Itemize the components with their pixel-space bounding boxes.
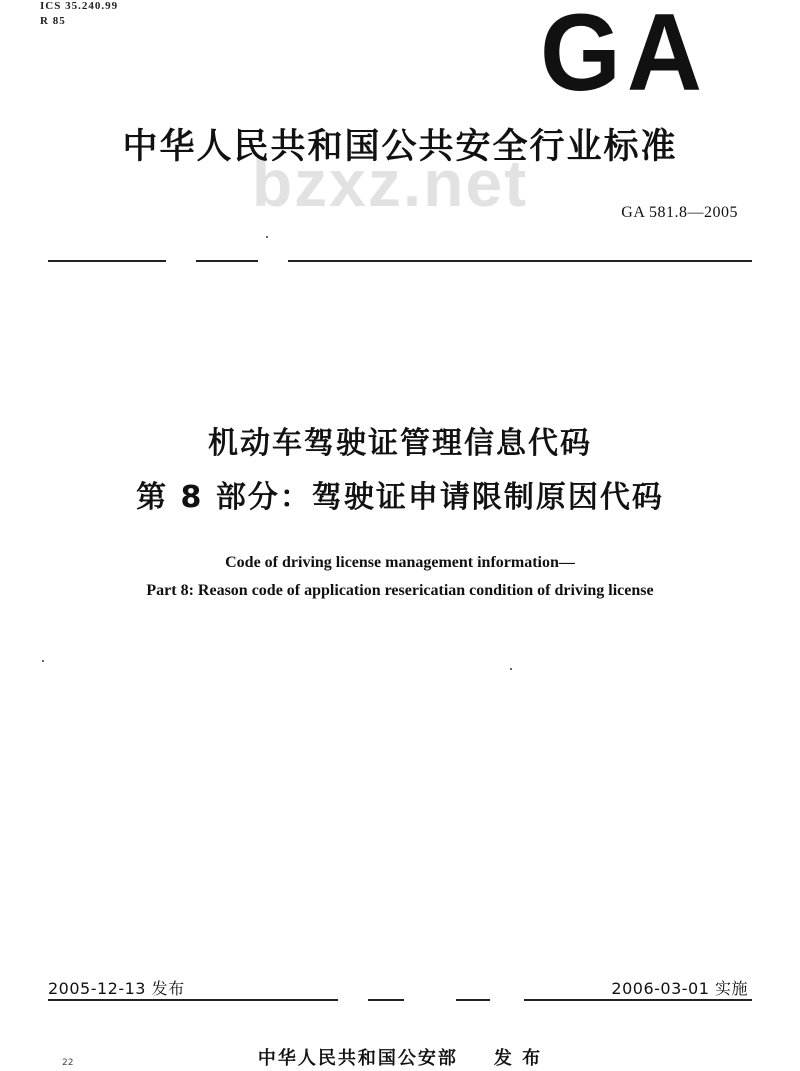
issue-word: 发 布 bbox=[493, 1048, 543, 1069]
ga-logo: GA bbox=[540, 0, 708, 114]
scan-speck bbox=[510, 668, 512, 670]
scan-speck bbox=[266, 236, 268, 238]
document-subtitle-cn: 第 8 部分：驾驶证申请限制原因代码 bbox=[136, 480, 664, 515]
document-title-en: Code of driving license management information— bbox=[225, 554, 575, 571]
issue-date: 2005-12-13 发布 bbox=[48, 979, 185, 998]
issuer-line bbox=[0, 1044, 800, 1070]
document-title-cn: 机动车驾驶证管理信息代码 bbox=[208, 426, 592, 461]
document-subtitle-en: Part 8: Reason code of application resericatian condition of driving license bbox=[146, 582, 654, 599]
scan-speck bbox=[42, 660, 44, 662]
standard-category-title: 中华人民共和国公共安全行业标准 bbox=[122, 127, 678, 167]
standard-code: GA 581.8—2005 bbox=[621, 204, 738, 221]
implement-date: 2006-03-01 实施 bbox=[611, 979, 748, 998]
page-number: 22 bbox=[62, 1058, 74, 1068]
ics-code: ICS 35.240.99 bbox=[40, 0, 119, 12]
watermark: bzxz.net bbox=[251, 146, 529, 220]
ccs-code: R 85 bbox=[40, 15, 66, 27]
issuer-name: 中华人民共和国公安部 bbox=[257, 1048, 458, 1069]
